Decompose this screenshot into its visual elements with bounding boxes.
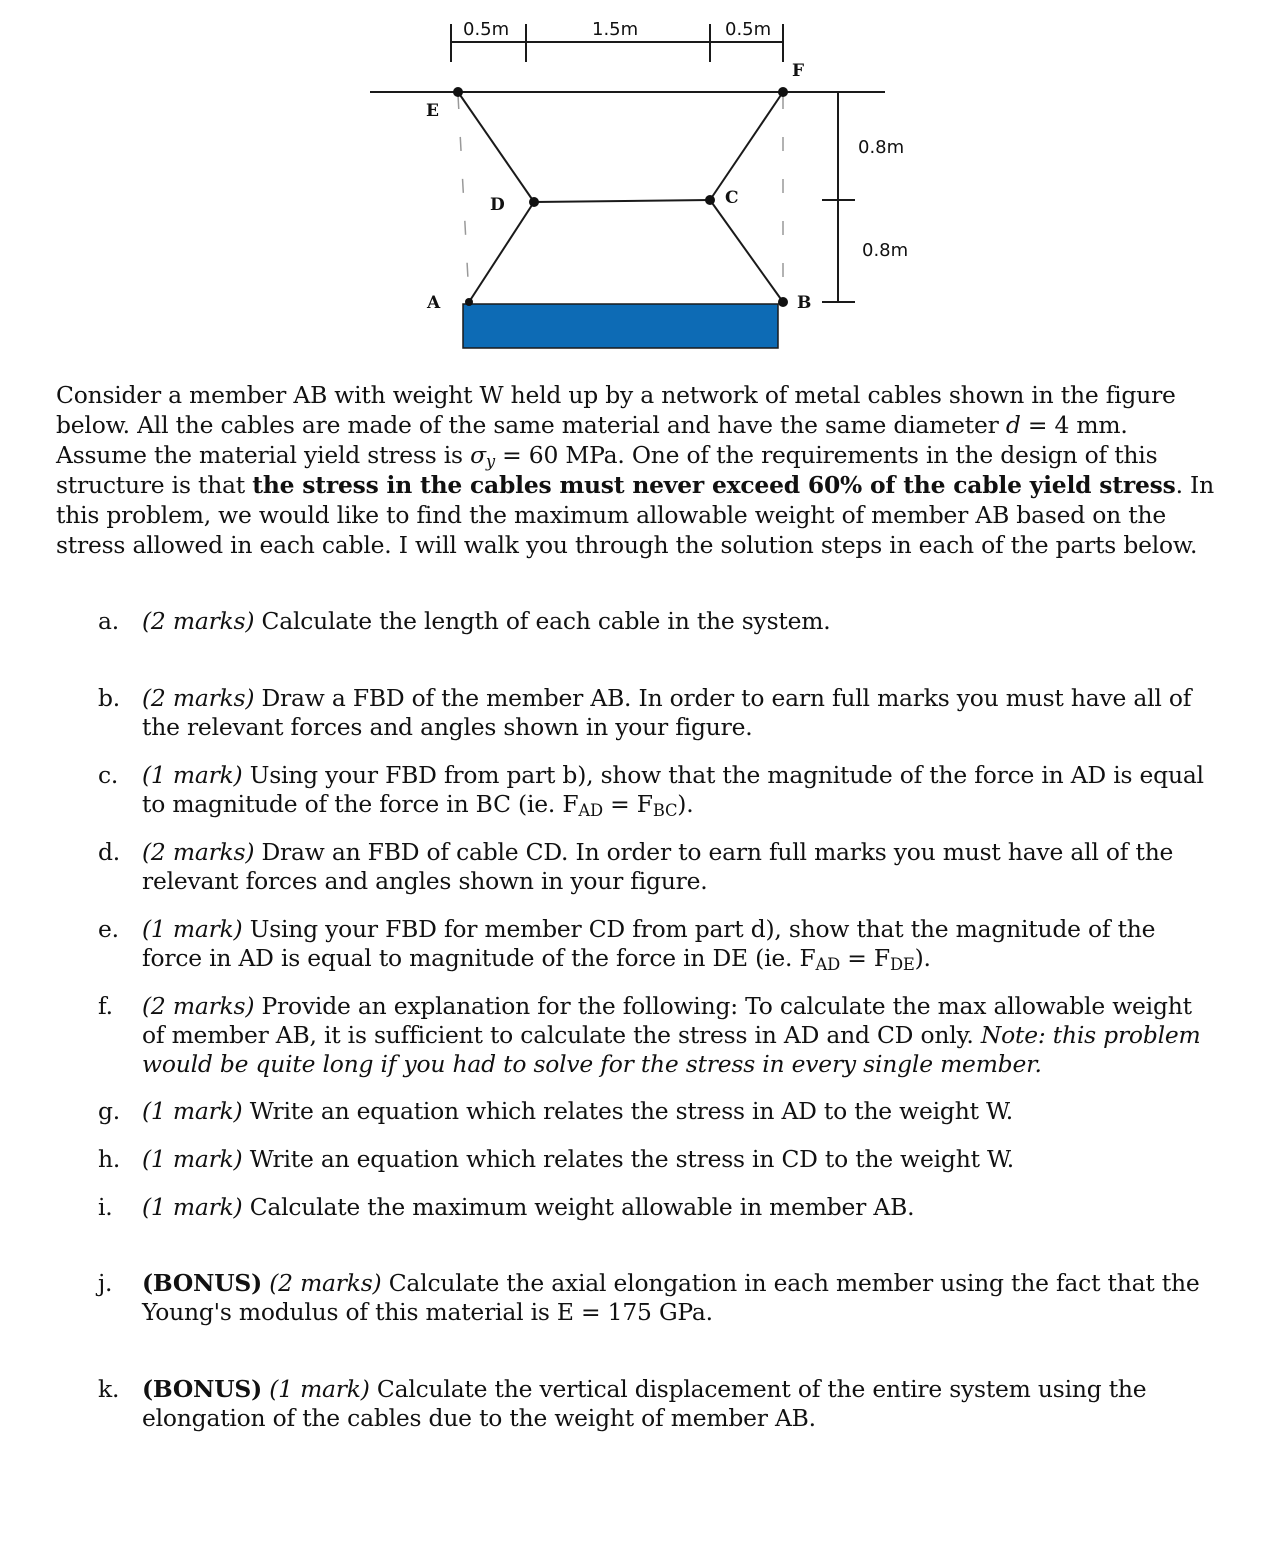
dim-label-left: 0.5m [463, 19, 510, 40]
part-marks: (2 marks) [142, 607, 255, 635]
part-text: Calculate the axial elongation in each member using the fact that the Young's modulus of this material is E = 175 GPa. [142, 1269, 1200, 1326]
cable-CF [710, 92, 783, 200]
joint-B [778, 297, 788, 307]
intro-text-2: = 4 mm. Assume the material yield stress is [56, 411, 1128, 469]
cable-AD [469, 202, 534, 302]
label-C: C [725, 188, 739, 208]
equals-text: = F [602, 790, 653, 818]
cable-DC [534, 200, 710, 202]
part-note: Note: this problem would be quite long if you had to solve for the stress in every single member. [142, 1021, 1201, 1078]
part-text: Calculate the vertical displacement of the entire system using the elongation of the cables due to the weight of member AB. [142, 1375, 1147, 1432]
part-letter: i. [98, 1193, 113, 1221]
part-marks: (1 mark) [142, 761, 243, 789]
part-marks: (2 marks) [142, 992, 255, 1020]
dim-label-right: 0.5m [725, 19, 772, 40]
part-letter: k. [98, 1375, 120, 1403]
part-marks: (1 mark) [142, 915, 243, 943]
joint-C [705, 195, 715, 205]
label-D: D [490, 195, 505, 215]
dim-label-middle: 1.5m [592, 19, 639, 40]
part-letter: b. [98, 684, 121, 712]
part-letter: a. [98, 607, 119, 635]
subscript-BC: BC [652, 801, 678, 820]
part-text: Draw an FBD of cable CD. In order to earn full marks you must have all of the relevant forces and angles shown in your figure. [142, 838, 1174, 895]
part-letter: f. [98, 992, 113, 1020]
part-letter: g. [98, 1097, 121, 1125]
intro-text-1: Consider a member AB with weight W held up by a network of metal cables shown in the figure below. All the cables are made of the same material and have the same diameter [56, 381, 1176, 439]
part-text: Calculate the length of each cable in the system. [254, 607, 831, 635]
joint-F [778, 87, 788, 97]
symbol-sigma-sub: y [485, 452, 495, 471]
subscript-DE: DE [889, 955, 915, 974]
cable-ED [458, 92, 534, 202]
part-letter: c. [98, 761, 119, 789]
intro-text-4: . In this problem, we would like to find the maximum allowable weight of member AB based on the stress allowed in each cable. I will walk you through the solution steps in each of the parts below. [56, 471, 1214, 559]
intro-bold-requirement: the stress in the cables must never exceed 60% of the cable yield stress [252, 471, 1176, 499]
symbol-sigma: σ [470, 441, 486, 469]
part-text: Write an equation which relates the stress in AD to the weight W. [242, 1097, 1013, 1125]
dashed-guide-left [458, 95, 469, 298]
part-marks: (1 mark) [262, 1375, 370, 1403]
dim-label-upper: 0.8m [858, 137, 905, 158]
part-marks: (2 marks) [142, 838, 255, 866]
part-letter: h. [98, 1145, 121, 1173]
part-marks: (2 marks) [262, 1269, 382, 1297]
joint-E [453, 87, 463, 97]
subscript-AD: AD [815, 955, 841, 974]
part-bonus: (BONUS) [142, 1269, 262, 1297]
closing-text: ). [914, 944, 931, 972]
intro-paragraph [56, 380, 1216, 560]
part-letter: d. [98, 838, 121, 866]
part-text: Using your FBD from part b), show that the magnitude of the force in AD is equal to magnitude of the force in BC (ie. F [142, 761, 1204, 818]
cable-BC [710, 200, 783, 302]
part-marks: (1 mark) [142, 1193, 243, 1221]
label-E: E [426, 101, 439, 121]
intro-text-3: = 60 MPa. One of the requirements in the design of this structure is that [56, 441, 1158, 499]
part-bonus: (BONUS) [142, 1375, 262, 1403]
right-dimension [822, 92, 855, 302]
equals-text: = F [840, 944, 890, 972]
part-marks: (1 mark) [142, 1097, 243, 1125]
member-AB [463, 304, 778, 348]
label-A: A [427, 293, 441, 313]
part-text: Calculate the maximum weight allowable in member AB. [242, 1193, 915, 1221]
part-text: Write an equation which relates the stress in CD to the weight W. [242, 1145, 1014, 1173]
part-letter: j. [98, 1269, 113, 1297]
joint-A [465, 298, 473, 306]
label-B: B [797, 293, 812, 313]
part-text: Using your FBD for member CD from part d), show that the magnitude of the force in AD is equal to magnitude of the force in DE (ie. F [142, 915, 1156, 972]
part-letter: e. [98, 915, 119, 943]
part-text: Provide an explanation for the following: To calculate the max allowable weight of member AB, it is sufficient to calculate the stress in AD and CD only. [142, 992, 1192, 1049]
joint-D [529, 197, 539, 207]
dim-label-lower: 0.8m [862, 240, 909, 261]
label-F: F [792, 61, 805, 81]
symbol-d: d [1005, 411, 1021, 439]
closing-text: ). [677, 790, 694, 818]
subscript-AD: AD [578, 801, 603, 820]
part-marks: (2 marks) [142, 684, 255, 712]
part-marks: (1 mark) [142, 1145, 243, 1173]
part-text: Draw a FBD of the member AB. In order to earn full marks you must have all of the relevant forces and angles shown in your figure. [142, 684, 1192, 741]
cable-system-figure [0, 0, 1269, 360]
